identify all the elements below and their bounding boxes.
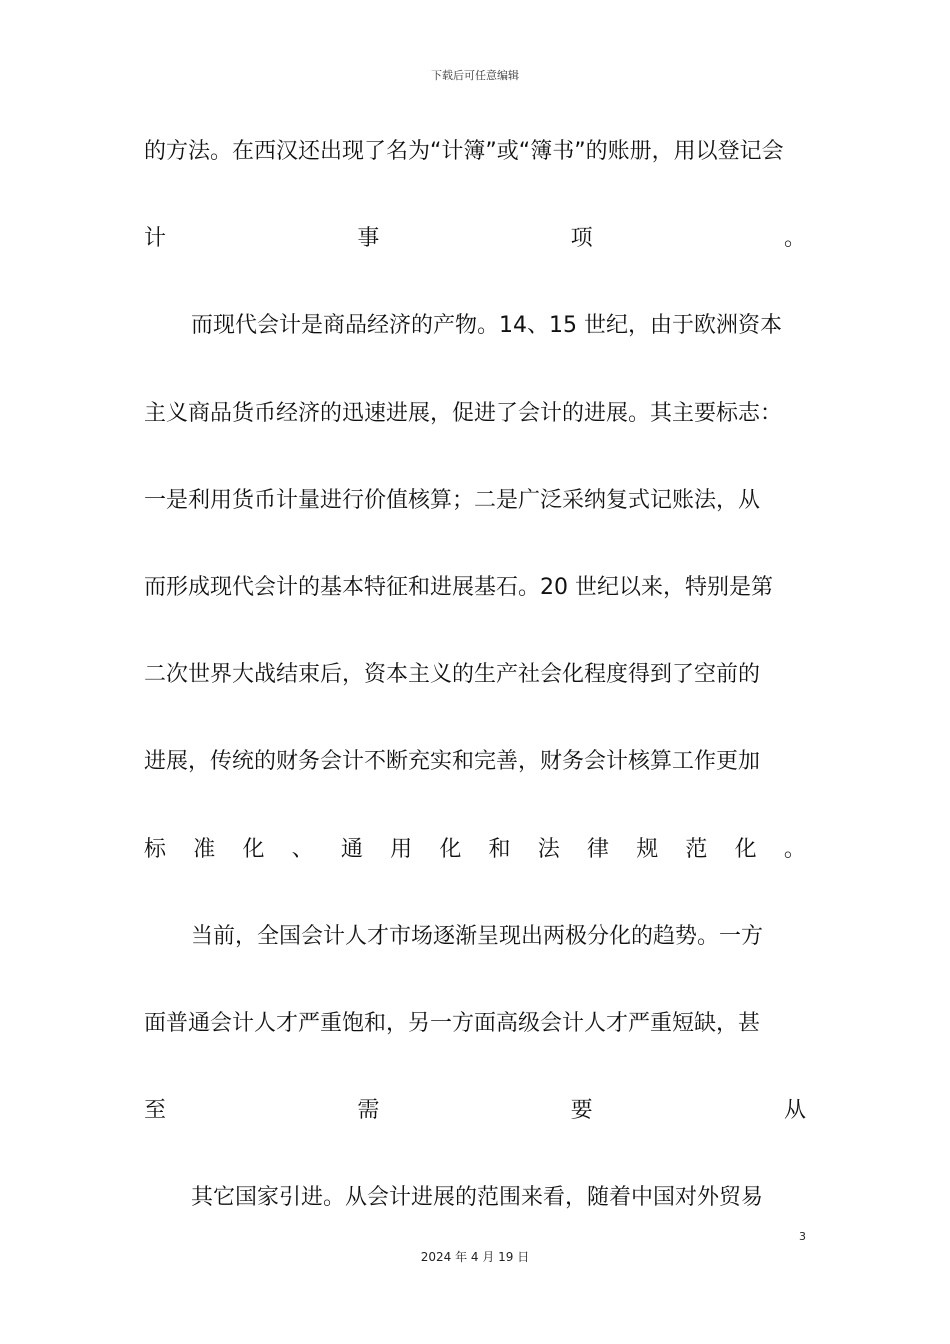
spread-char: 。 <box>783 836 806 862</box>
spread-char: 准 <box>193 836 216 862</box>
paragraph-line-spread <box>144 826 806 913</box>
spread-char: 和 <box>488 836 511 862</box>
spread-char: 事 <box>357 226 380 252</box>
footer-date: 2024 年 4 月 19 日 <box>420 1250 530 1264</box>
paragraph-line: 主义商品货币经济的迅速进展，促进了会计的进展。其主要标志： <box>144 400 783 426</box>
spread-char: 标 <box>144 836 167 862</box>
paragraph-first-line: 其它国家引进。从会计进展的范围来看，随着中国对外贸易 <box>191 1185 764 1211</box>
spread-char: 要 <box>570 1098 593 1124</box>
spread-char: 规 <box>636 836 659 862</box>
spread-char: 律 <box>586 836 609 862</box>
paragraph-line: 的方法。在西汉还出现了名为“计簿”或“簿书”的账册，用以登记会 <box>144 139 784 164</box>
paragraph-line-spread <box>144 1087 806 1174</box>
spread-char: 。 <box>783 226 806 252</box>
spread-char: 化 <box>242 836 265 862</box>
document-body <box>144 128 806 1261</box>
spread-char: 需 <box>357 1098 380 1124</box>
spread-char: 化 <box>734 836 757 862</box>
spread-char: 用 <box>390 836 413 862</box>
paragraph-line-spread <box>144 215 806 302</box>
page-number: 3 <box>799 1230 806 1243</box>
spread-char: 、 <box>291 836 314 862</box>
spread-char: 至 <box>144 1098 167 1124</box>
paragraph-line: 一是利用货币计量进行价值核算；二是广泛采纳复式记账法，从 <box>144 487 761 513</box>
paragraph-line: 面普通会计人才严重饱和，另一方面高级会计人才严重短缺，甚 <box>144 1010 761 1036</box>
paragraph-first-line: 当前，全国会计人才市场逐渐呈现出两极分化的趋势。一方 <box>191 923 764 949</box>
spread-char: 从 <box>783 1098 806 1124</box>
spread-char: 化 <box>439 836 462 862</box>
header-note: 下载后可任意编辑 <box>431 69 519 82</box>
spread-char: 法 <box>537 836 560 862</box>
paragraph-line: 进展，传统的财务会计不断充实和完善，财务会计核算工作更加 <box>144 749 761 775</box>
spread-char: 计 <box>144 226 167 252</box>
spread-char: 通 <box>340 836 363 862</box>
paragraph-line: 而形成现代会计的基本特征和进展基石。20 世纪以来，特别是第 <box>144 574 773 600</box>
paragraph-first-line: 而现代会计是商品经济的产物。14、15 世纪，由于欧洲资本 <box>191 313 782 339</box>
spread-char: 范 <box>685 836 708 862</box>
spread-char: 项 <box>570 226 593 252</box>
paragraph-line: 二次世界大战结束后，资本主义的生产社会化程度得到了空前的 <box>144 662 761 688</box>
